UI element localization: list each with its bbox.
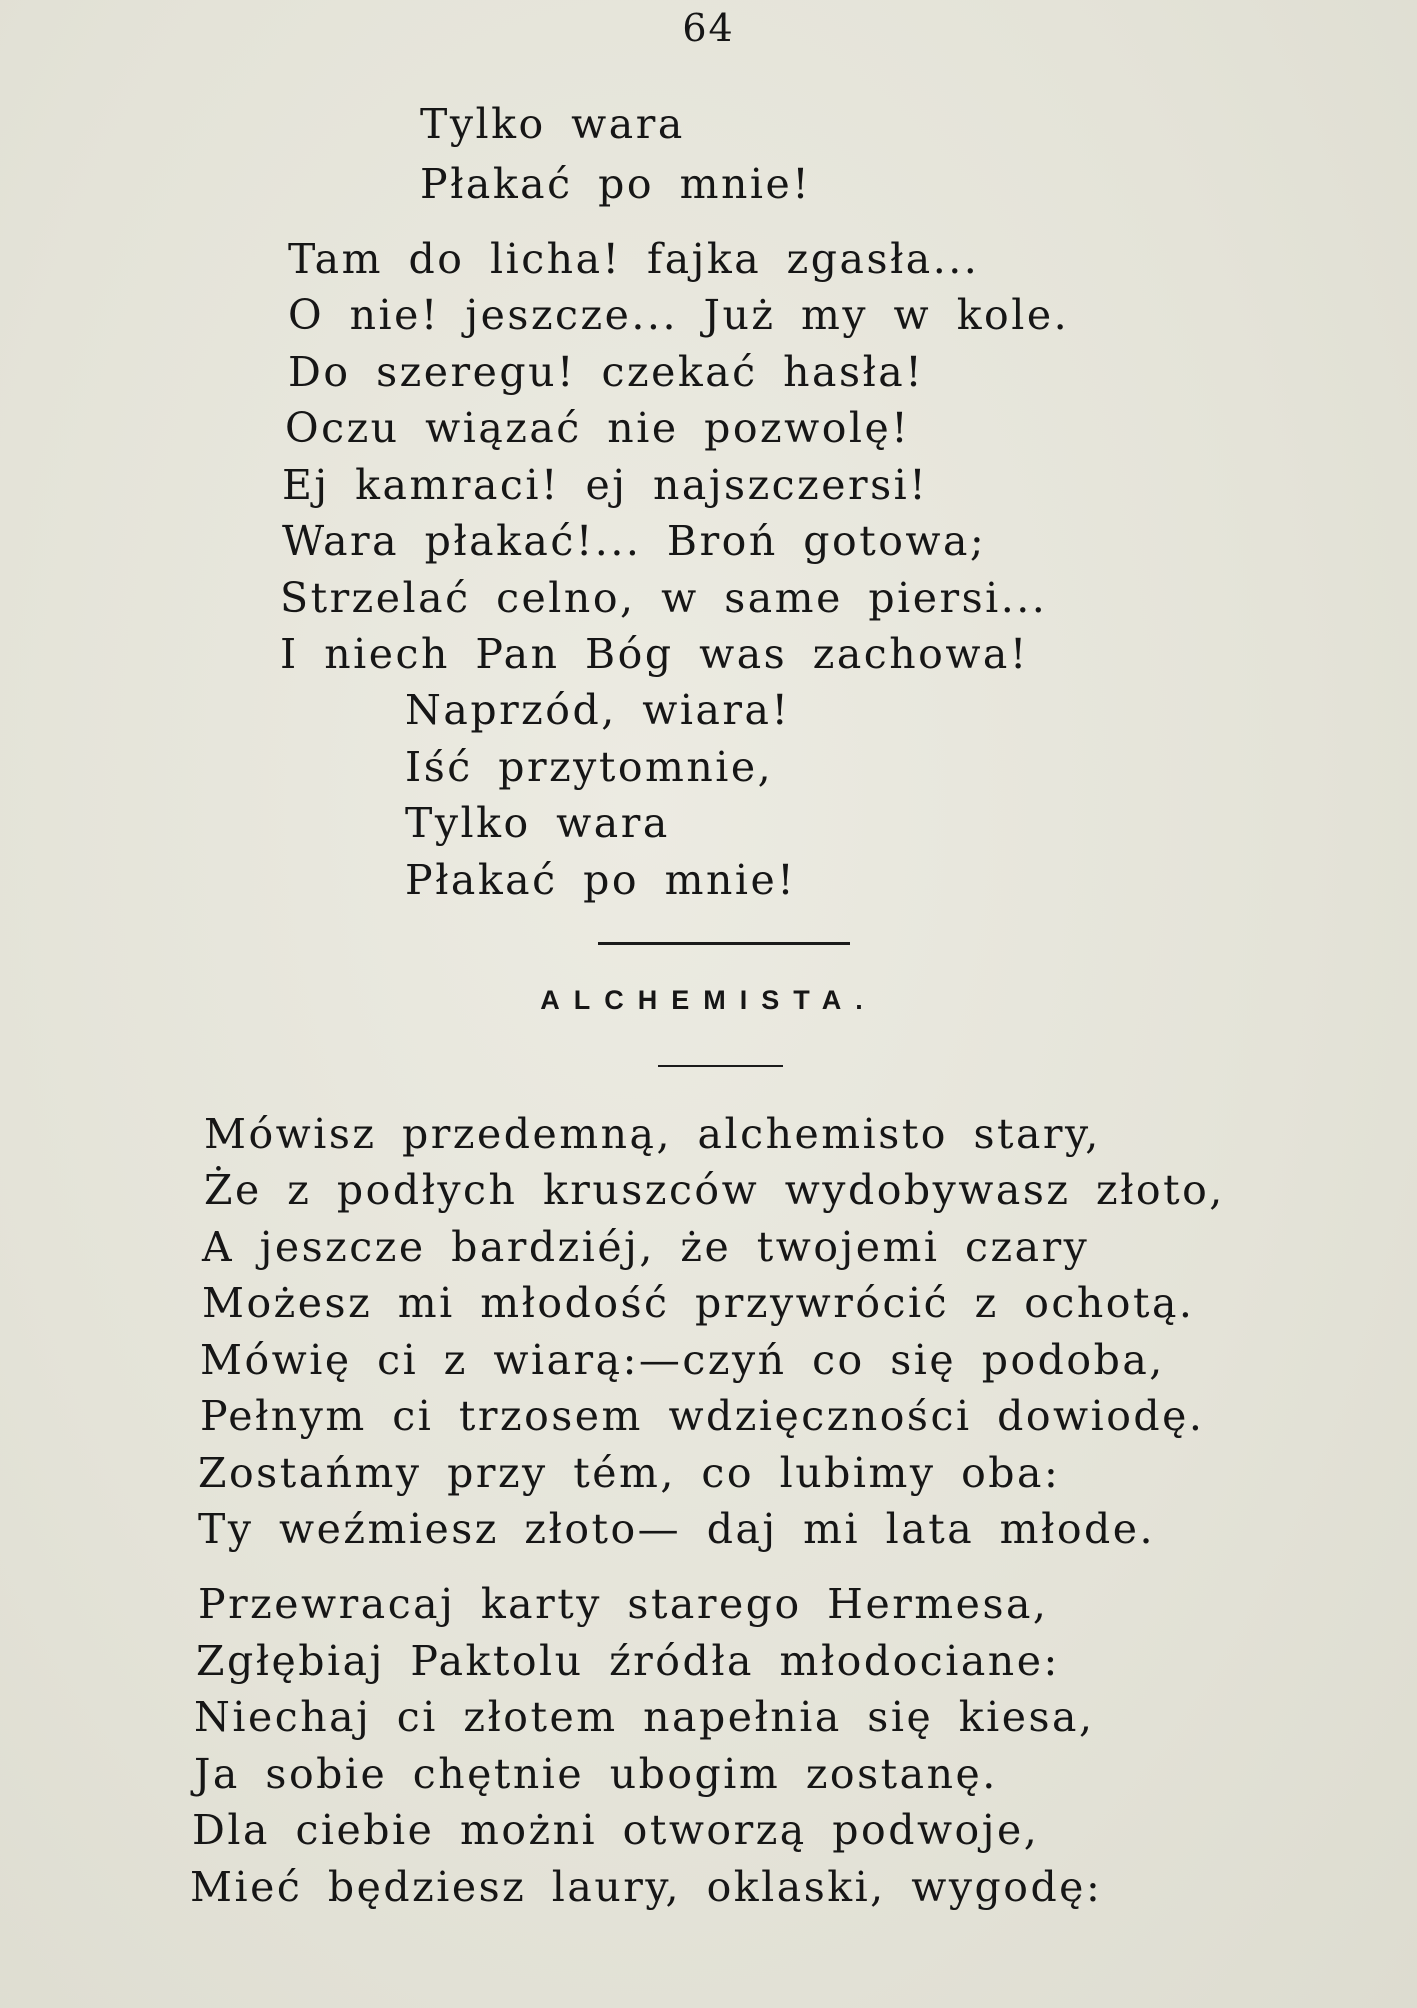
poem-line: Oczu wiązać nie pozwolę! xyxy=(285,404,911,452)
poem-line: Przewracaj karty starego Hermesa, xyxy=(198,1580,1049,1628)
poem-line: Naprzód, wiara! xyxy=(405,686,791,734)
poem-line: Zgłębiaj Paktolu źródła młodociane: xyxy=(196,1637,1060,1685)
poem-line: Że z podłych kruszców wydobywasz złoto, xyxy=(204,1166,1225,1214)
poem-line: Niechaj ci złotem napełnia się kiesa, xyxy=(194,1693,1095,1741)
poem-line: Dla ciebie możni otworzą podwoje, xyxy=(192,1806,1040,1854)
poem-line: Tylko wara xyxy=(420,100,685,148)
poem-line: O nie! jeszcze... Już my w kole. xyxy=(288,291,1070,339)
poem-line: Pełnym ci trzosem wdzięczności dowiodę. xyxy=(200,1392,1205,1440)
poem-line: A jeszcze bardziéj, że twojemi czary xyxy=(202,1223,1090,1271)
poem-line: Tylko wara xyxy=(405,799,670,847)
poem-line: Strzelać celno, w same piersi... xyxy=(280,574,1048,622)
page-number: 64 xyxy=(682,6,735,50)
poem-line: Tam do licha! fajka zgasła... xyxy=(288,235,980,283)
poem-line: Płakać po mnie! xyxy=(405,856,797,904)
title-underline xyxy=(658,1065,783,1067)
poem-line: Mówisz przedemną, alchemisto stary, xyxy=(204,1110,1101,1158)
poem-line: Ty weźmiesz złoto— daj mi lata młode. xyxy=(198,1505,1156,1553)
poem-line: Iść przytomnie, xyxy=(405,743,774,791)
poem-line: Ja sobie chętnie ubogim zostanę. xyxy=(194,1750,998,1798)
poem-line: Wara płakać!... Broń gotowa; xyxy=(282,517,987,565)
poem-title: ALCHEMISTA. xyxy=(540,985,877,1015)
section-divider xyxy=(598,942,850,945)
poem-line: Mówię ci z wiarą:—czyń co się podoba, xyxy=(200,1336,1165,1384)
poem-line: I niech Pan Bóg was zachowa! xyxy=(280,630,1029,678)
poem-line: Ej kamraci! ej najszczersi! xyxy=(282,461,929,509)
poem-line: Zostańmy przy tém, co lubimy oba: xyxy=(198,1449,1061,1497)
poem-line: Płakać po mnie! xyxy=(420,160,812,208)
poem-line: Do szeregu! czekać hasła! xyxy=(288,348,925,396)
poem-line: Mieć będziesz laury, oklaski, wygodę: xyxy=(190,1863,1103,1911)
poem-line: Możesz mi młodość przywrócić z ochotą. xyxy=(202,1279,1195,1327)
